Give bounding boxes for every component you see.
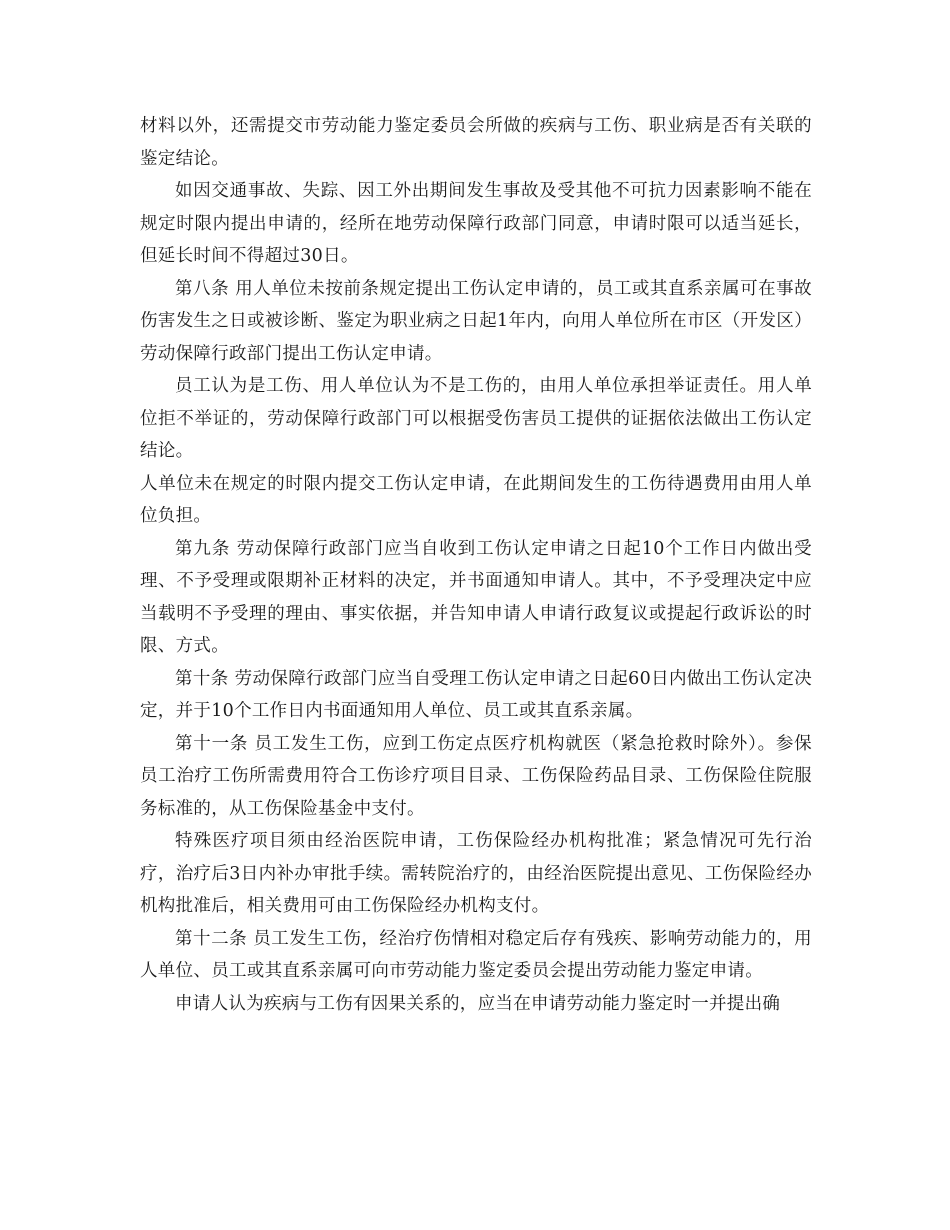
paragraph: 第十一条 员工发生工伤，应到工伤定点医疗机构就医（紧急抢救时除外）。参保员工治疗工伤所需费用符合工伤诊疗项目目录、工伤保险药品目录、工伤保险住院服务标准的，从工伤保险基金中支付。 — [140, 733, 812, 819]
paragraph: 如因交通事故、失踪、因工外出期间发生事故及受其他不可抗力因素影响不能在规定时限内提出申请的，经所在地劳动保障行政部门同意，申请时限可以适当延长，但延长时间不得超过30日。 — [140, 181, 812, 266]
paragraph: 第九条 劳动保障行政部门应当自收到工伤认定申请之日起10个工作日内做出受理、不予受理或限期补正材料的决定，并书面通知申请人。其中，不予受理决定中应当载明不予受理的理由、事实依据，并告知申请人申请行政复议或提起行政诉讼的时限、方式。 — [140, 538, 812, 656]
paragraph: 第八条 用人单位未按前条规定提出工伤认定申请的，员工或其直系亲属可在事故伤害发生之日或被诊断、鉴定为职业病之日起1年内，向用人单位所在市区（开发区）劳动保障行政部门提出工伤认定申请。 — [140, 278, 812, 364]
document-body — [140, 110, 812, 1020]
paragraph: 材料以外，还需提交市劳动能力鉴定委员会所做的疾病与工伤、职业病是否有关联的鉴定结论。 — [140, 116, 812, 169]
paragraph: 第十二条 员工发生工伤，经治疗伤情相对稳定后存有残疾、影响劳动能力的，用人单位、员工或其直系亲属可向市劳动能力鉴定委员会提出劳动能力鉴定申请。 — [140, 928, 812, 981]
paragraph: 申请人认为疾病与工伤有因果关系的，应当在申请劳动能力鉴定时一并提出确 — [175, 993, 781, 1014]
paragraph: 员工认为是工伤、用人单位认为不是工伤的，由用人单位承担举证责任。用人单位拒不举证的，劳动保障行政部门可以根据受伤害员工提供的证据依法做出工伤认定结论。 — [140, 376, 812, 461]
paragraph: 第十条 劳动保障行政部门应当自受理工伤认定申请之日起60日内做出工伤认定决定，并于10个工作日内书面通知用人单位、员工或其直系亲属。 — [140, 668, 812, 721]
paragraph: 人单位未在规定的时限内提交工伤认定申请，在此期间发生的工伤待遇费用由用人单位负担。 — [140, 473, 812, 526]
paragraph: 特殊医疗项目须由经治医院申请，工伤保险经办机构批准；紧急情况可先行治疗，治疗后3日内补办审批手续。需转院治疗的，由经治医院提出意见、工伤保险经办机构批准后，相关费用可由工伤保险经办机构支付。 — [140, 831, 812, 916]
